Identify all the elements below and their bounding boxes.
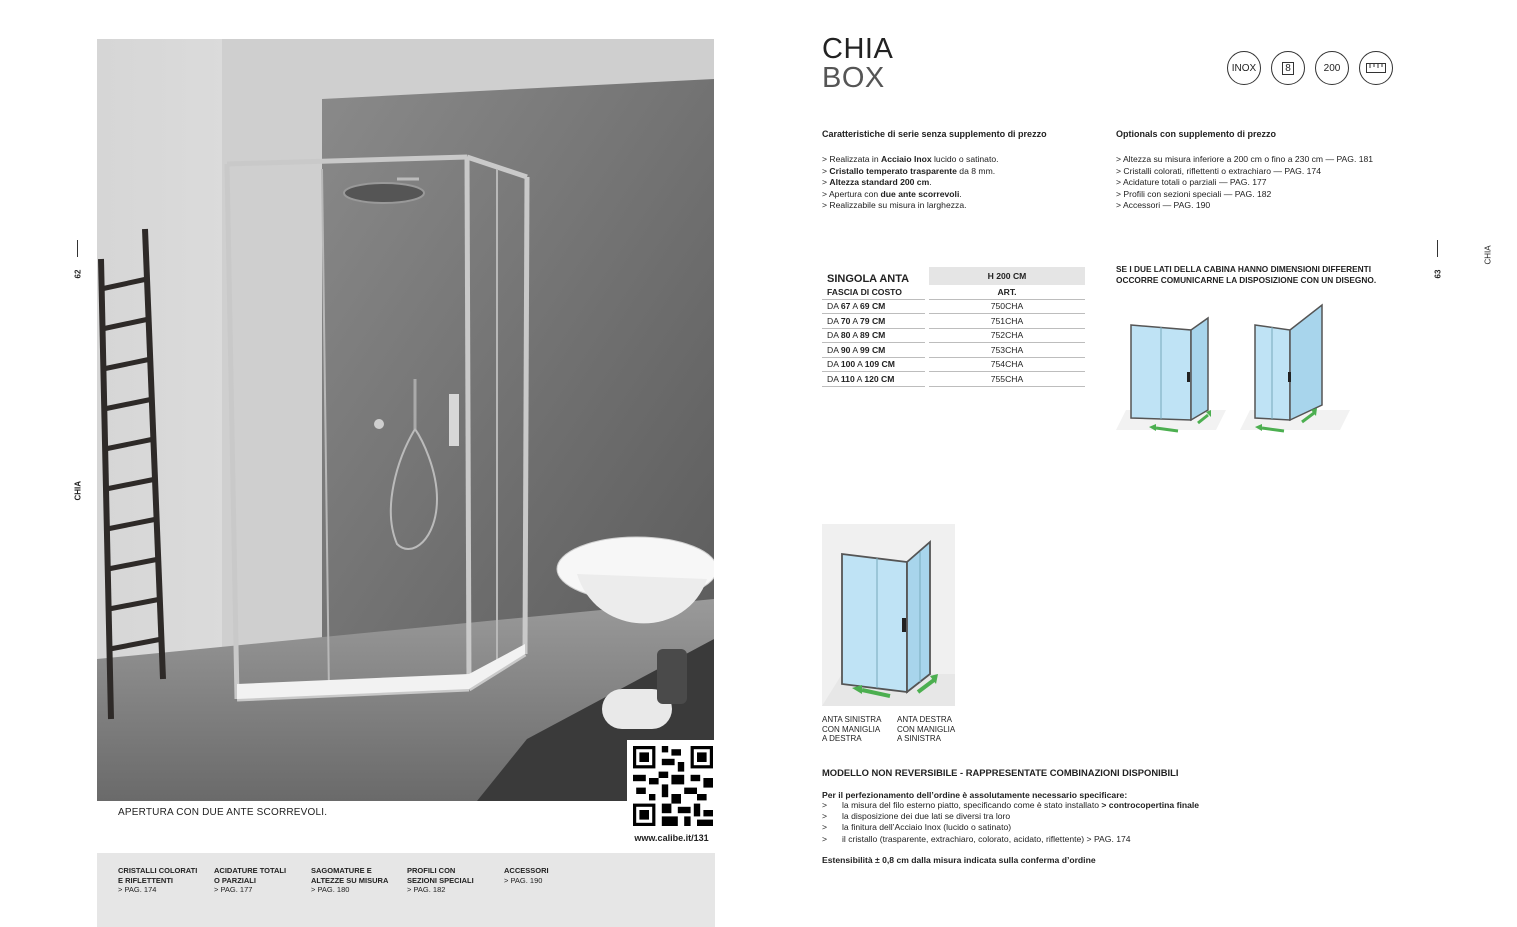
optionals — [1116, 129, 1373, 212]
optionals-list — [1116, 154, 1373, 212]
glass-thickness-icon: 8 — [1271, 51, 1305, 85]
list-item: > Cristalli colorati, riflettenti o extrachiaro — PAG. 174 — [1116, 165, 1321, 176]
footer-options-band — [97, 853, 715, 927]
footer-item-title: ACCESSORI — [504, 866, 549, 875]
list-item: > la misura del filo esterno piatto, specificando come è stato installato > controcopertina finale — [822, 800, 1200, 810]
order-heading: Per il perfezionamento dell’ordine è assolutamente necessario specificare: — [822, 790, 1128, 800]
list-item: > Acidature totali o parziali — PAG. 177 — [1116, 177, 1267, 187]
side-label-left: CHIA — [73, 480, 83, 501]
footer-item-page: > PAG. 182 — [407, 885, 446, 894]
table-row: DA 70 A 79 CM 751CHA — [822, 314, 1085, 329]
table-row: DA 90 A 99 CM 753CHA — [822, 343, 1085, 358]
photo-caption: APERTURA CON DUE ANTE SCORREVOLI. — [118, 807, 328, 818]
list-item: > Cristallo temperato trasparente da 8 mm. — [822, 165, 996, 176]
footer-item-page: > PAG. 180 — [311, 885, 350, 894]
footer-item-profiles — [407, 866, 497, 895]
footer-item-page: > PAG. 190 — [504, 875, 543, 885]
list-item: > Accessori — PAG. 190 — [1116, 200, 1211, 210]
custom-measure-icon — [1359, 51, 1393, 85]
list-item: > Profili con sezioni speciali — PAG. 182 — [1116, 188, 1272, 199]
page-number-rule — [1437, 240, 1438, 257]
optionals-heading: Optionals con supplemento di prezzo — [1116, 129, 1277, 139]
footer-item-title: PROFILI CON SEZIONI SPECIALI — [407, 866, 474, 885]
size-table-col2-header: ART. — [929, 285, 1085, 300]
product-title-line1: CHIA — [822, 33, 894, 65]
list-item: > Altezza standard 200 cm. — [822, 177, 932, 187]
qr-url[interactable]: www.calibe.it/131 — [634, 833, 709, 843]
tolerance-note: Estensibilità ± 0,8 cm dalla misura indicata sulla conferma d’ordine — [822, 854, 1096, 865]
footer-item-shaping — [311, 866, 401, 895]
footer-item-etching — [214, 866, 304, 895]
list-item: > la finitura dell’Acciaio Inox (lucido o satinato) — [822, 822, 1012, 833]
page-number-left: 62 — [73, 269, 83, 279]
qr-code-icon — [633, 746, 713, 826]
configuration-caption-left: ANTA SINISTRA CON MANIGLIA A DESTRA — [822, 715, 882, 743]
height-icon: 200 — [1315, 51, 1349, 85]
product-title-line2: BOX — [822, 62, 885, 94]
table-row: DA 100 A 109 CM 754CHA — [822, 358, 1085, 373]
footer-item-page: > PAG. 177 — [214, 885, 253, 894]
size-table-height-header: H 200 CM — [929, 267, 1085, 285]
table-row: DA 67 A 69 CM 750CHA — [822, 300, 1085, 315]
table-row: DA 110 A 120 CM 755CHA — [822, 372, 1085, 387]
inox-icon: INOX — [1227, 51, 1261, 85]
list-item: > Realizzata in Acciaio Inox lucido o satinato. — [822, 154, 999, 164]
footer-item-title: SAGOMATURE E ALTEZZE SU MISURA — [311, 866, 389, 885]
warning-note: SE I DUE LATI DELLA CABINA HANNO DIMENSIONI DIFFERENTI OCCORRE COMUNICARNE LA DISPOSIZIONE CON UN DISEGNO. — [1116, 264, 1377, 285]
model-note: MODELLO NON REVERSIBILE - RAPPRESENTATE COMBINAZIONI DISPONIBILI — [822, 767, 1179, 778]
list-item: > il cristallo (trasparente, extrachiaro, colorato, acidato, riflettente) > PAG. 174 — [822, 833, 1131, 844]
standard-features-list — [822, 154, 1047, 212]
standard-features-heading: Caratteristiche di serie senza supplemento di prezzo — [822, 129, 1047, 139]
size-table-title: SINGOLA ANTA — [827, 273, 910, 285]
standard-features — [822, 129, 1047, 212]
diagram-right-handed — [1240, 300, 1350, 435]
table-row: DA 80 A 89 CM 752CHA — [822, 329, 1085, 344]
configuration-caption-right: ANTA DESTRA CON MANIGLIA A SINISTRA — [897, 715, 956, 743]
size-table — [822, 267, 1085, 387]
page-number-rule — [77, 240, 78, 257]
shower-photo — [97, 39, 714, 801]
list-item: > Apertura con due ante scorrevoli. — [822, 188, 962, 199]
footer-item-page: > PAG. 174 — [118, 885, 157, 894]
footer-item-colored-glass — [118, 866, 208, 895]
order-notes — [822, 767, 1382, 865]
combination-diagram — [822, 524, 955, 706]
list-item: > Altezza su misura inferiore a 200 cm o fino a 230 cm — PAG. 181 — [1116, 154, 1374, 164]
footer-item-title: ACIDATURE TOTALI O PARZIALI — [214, 866, 287, 885]
order-list — [822, 800, 1382, 845]
page-number-right: 63 — [1433, 269, 1443, 279]
size-table-col1-header: FASCIA DI COSTO — [822, 285, 925, 300]
side-label-right: CHIA — [1483, 245, 1493, 265]
list-item: > Realizzabile su misura in larghezza. — [822, 200, 967, 210]
feature-icons — [1227, 51, 1397, 91]
footer-item-title: CRISTALLI COLORATI E RIFLETTENTI — [118, 866, 198, 885]
list-item: > la disposizione dei due lati se diversi tra loro — [822, 811, 1011, 822]
diagram-left-handed — [1116, 300, 1226, 435]
footer-item-accessories — [504, 866, 594, 885]
